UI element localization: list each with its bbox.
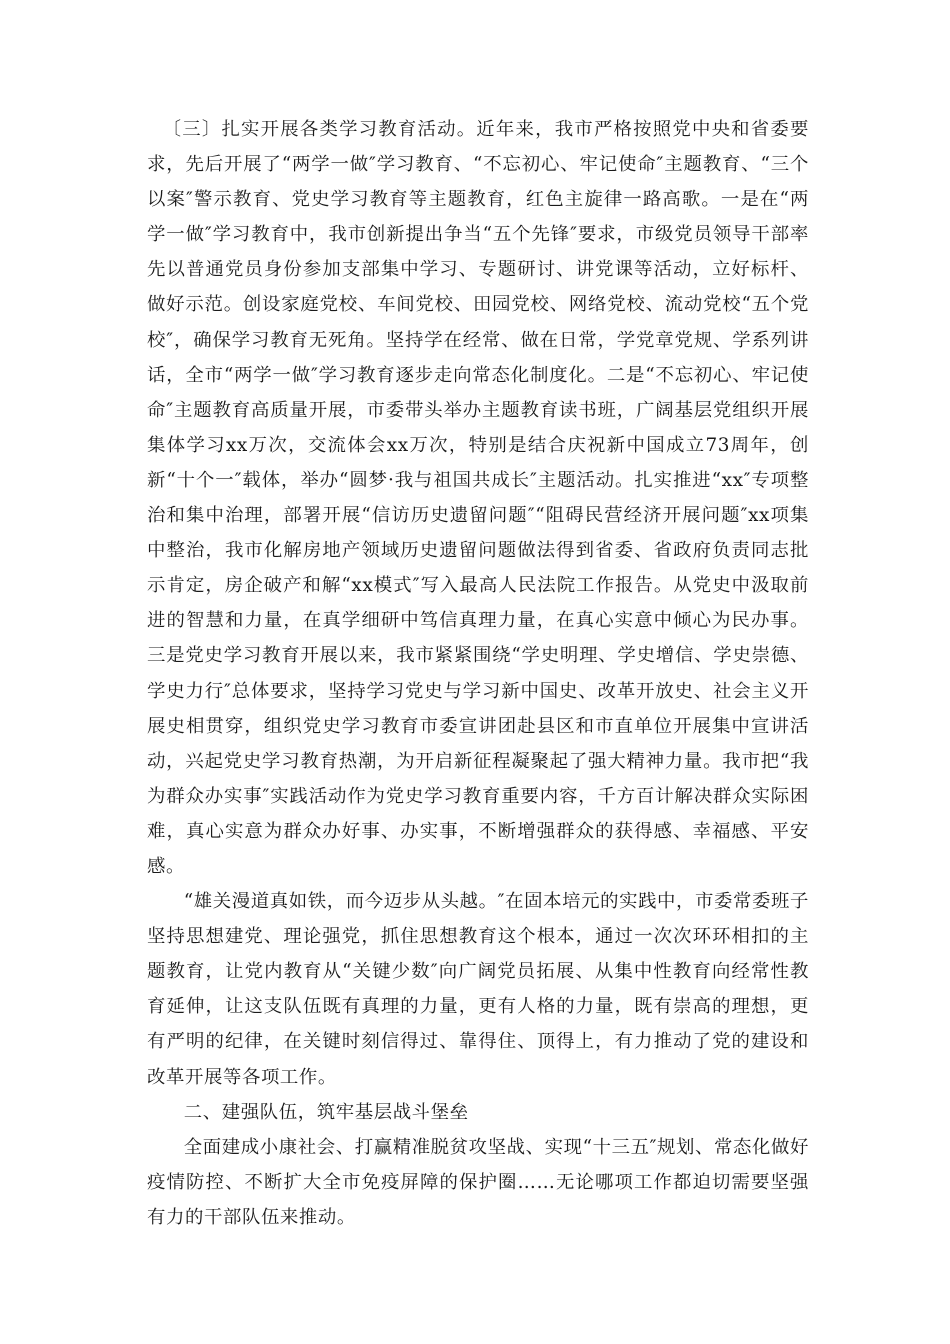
paragraph-cadre-team: 全面建成小康社会、打赢精准脱贫攻坚战、实现“十三五″规划、常态化做好疫情防控、不断扩大全市免疫屏障的保护圈……无论哪项工作都迫切需要坚强有力的干部队伍来推动。 (147, 1136, 809, 1228)
paragraph-standing-committee-summary: “雄关漫道真如铁，而今迈步从头越。″在固本培元的实践中，市委常委班子坚持思想建党、理论强党，抓住思想教育这个根本，通过一次次环环相扣的主题教育，让党内教育从“关键少数″向广阔党员拓展、从集中性教育向经常性教育延伸，让这支队伍既有真理的力量，更有人格的力量，既有崇高的理想，更有严明的纪律，在关键时刻信得过、靠得住、顶得上，有力推动了党的建设和改革开展等各项工作。 (147, 891, 809, 1088)
section-heading-build-team: 二、建强队伍，筑牢基层战斗堡垒 (183, 1101, 469, 1123)
document-body (147, 112, 809, 1235)
paragraph-study-education-activities: 〔三〕扎实开展各类学习教育活动。近年来，我市严格按照党中央和省委要求，先后开展了“两学一做″学习教育、“不忘初心、牢记使命″主题教育、“三个以案″警示教育、党史学习教育等主题教育，红色主旋律一路高歌。一是在“两学一做″学习教育中，我市创新提出争当“五个先锋″要求，市级党员领导干部率先以普通党员身份参加支部集中学习、专题研讨、讲党课等活动，立好标杆、做好示范。创设家庭党校、车间党校、田园党校、网络党校、流动党校“五个党校″，确保学习教育无死角。坚持学在经常、做在日常，学党章党规、学系列讲话，全市“两学一做″学习教育逐步走向常态化制度化。二是“不忘初心、牢记使命″主题教育高质量开展，市委带头举办主题教育读书班，广阔基层党组织开展集体学习xx万次，交流体会xx万次，特别是结合庆祝新中国成立73周年，创新“十个一″载体，举办“圆梦·我与祖国共成长″主题活动。扎实推进“xx″专项整治和集中治理，部署开展“信访历史遗留问题″“阻碍民营经济开展问题″xx项集中整治，我市化解房地产领域历史遗留问题做法得到省委、省政府负责同志批示肯定，房企破产和解“xx模式″写入最高人民法院工作报告。从党史中汲取前进的智慧和力量，在真学细研中笃信真理力量，在真心实意中倾心为民办事。三是党史学习教育开展以来，我市紧紧围绕“学史明理、学史增信、学史崇德、学史力行″总体要求，坚持学习党史与学习新中国史、改革开放史、社会主义开展史相贯穿，组织党史学习教育市委宣讲团赴县区和市直单位开展集中宣讲活动，兴起党史学习教育热潮，为开启新征程凝聚起了强大精神力量。我市把“我为群众办实事″实践活动作为党史学习教育重要内容，千方百计解决群众实际困难，真心实意为群众办好事、办实事，不断增强群众的获得感、幸福感、平安感。 (147, 119, 809, 877)
